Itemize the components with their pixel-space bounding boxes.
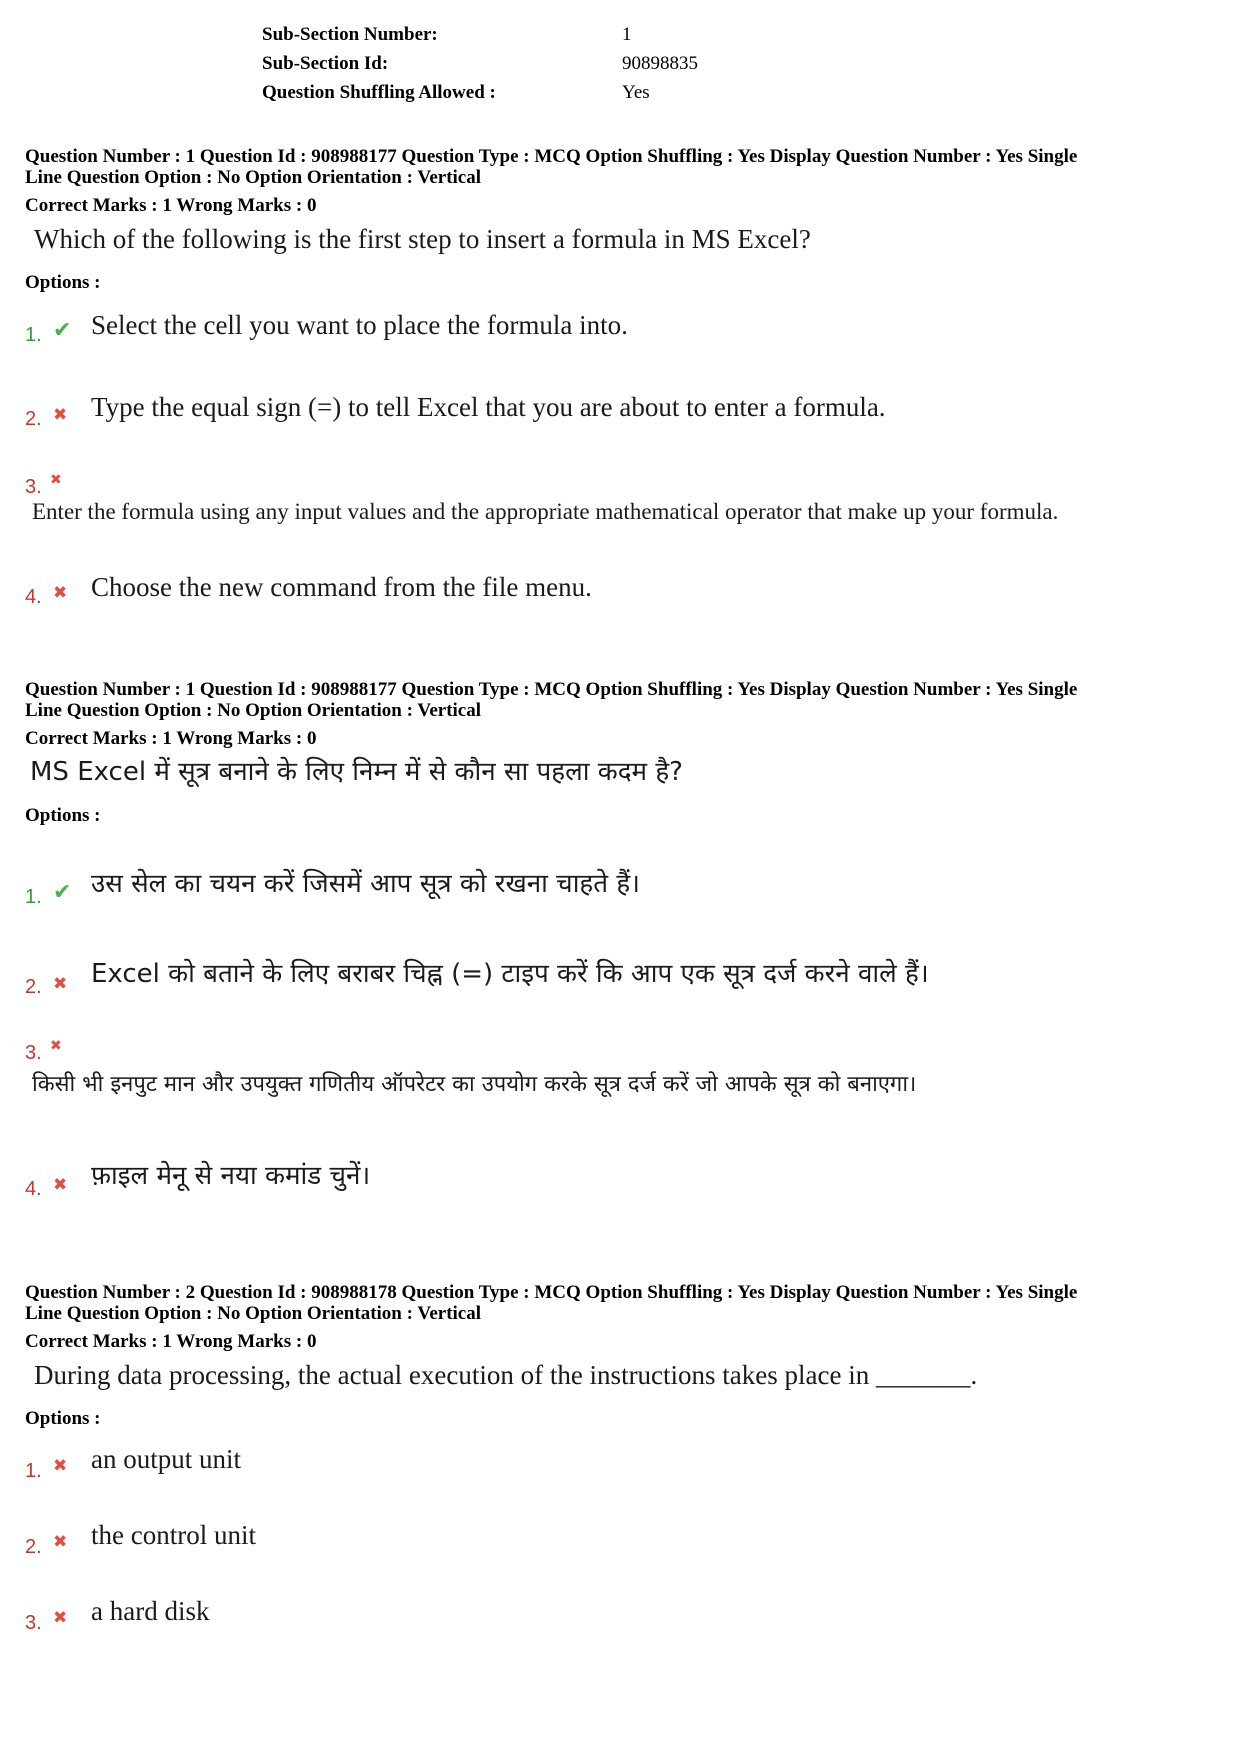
cross-icon: ✖ [53,974,68,994]
option-1[interactable] [25,310,1220,350]
question-text: MS Excel में सूत्र बनाने के लिए निम्न में से कौन सा पहला कदम है? [30,757,683,787]
cross-icon: ✖ [53,583,68,603]
option-text: किसी भी इनपुट मान और उपयुक्त गणितीय ऑपरेटर का उपयोग करके सूत्र दर्ज करें जो आपके सूत्र को बनाएगा। [32,1072,917,1097]
cross-icon: ✖ [53,1456,68,1476]
subsection-id-label: Sub-Section Id: [262,53,389,74]
cross-icon: ✖ [53,405,68,425]
subsection-number-value: 1 [622,24,632,45]
option-4[interactable] [25,572,1220,612]
question-text: During data processing, the actual execution of the instructions takes place in _______. [34,1360,978,1390]
option-4[interactable] [25,1156,1220,1200]
options-label: Options : [25,1408,101,1429]
question-header-line2: Line Question Option : No Option Orientation : Vertical [25,700,482,721]
option-number: 1. [25,886,42,908]
question-block-1-hi [25,679,1220,827]
subsection-number-row [262,24,632,53]
cross-icon: ✖ [50,1038,62,1054]
option-1[interactable] [25,864,1220,908]
question-header-line1: Question Number : 2 Question Id : 908988178 Question Type : MCQ Option Shuffling : Yes Display Question Number : Yes Single [25,1282,1078,1303]
check-icon: ✔ [53,318,72,343]
option-3[interactable] [25,1596,1220,1636]
option-number: 3. [25,1612,42,1634]
subsection-id-row [262,53,698,82]
question-header [25,679,1220,721]
option-text: Excel को बताने के लिए बराबर चिह्न (=) टाइप करें कि आप एक सूत्र दर्ज करने वाले हैं। [91,959,929,989]
option-number: 3. [25,1042,42,1064]
cross-icon: ✖ [53,1175,68,1195]
question-header [25,1282,1220,1324]
question-shuffling-value: Yes [622,82,650,103]
question-shuffling-label: Question Shuffling Allowed : [262,82,496,103]
question-marks: Correct Marks : 1 Wrong Marks : 0 [25,728,317,749]
option-text: Choose the new command from the file menu. [91,572,592,602]
subsection-info [262,24,698,111]
option-number: 1. [25,1460,42,1482]
option-text: an output unit [91,1444,241,1474]
option-2[interactable] [25,392,1220,432]
option-number: 2. [25,976,42,998]
option-2[interactable] [25,1520,1220,1560]
option-number: 4. [25,1178,42,1200]
option-text: Select the cell you want to place the formula into. [91,310,628,340]
subsection-id-value: 90898835 [622,53,698,74]
option-number: 3. [25,476,42,498]
option-text: उस सेल का चयन करें जिसमें आप सूत्र को रखना चाहते हैं। [91,869,640,899]
option-1[interactable] [25,1444,1220,1484]
option-number: 2. [25,408,42,430]
question-shuffling-row [262,82,650,111]
question-block-2-en [25,1282,1220,1430]
question-header-line2: Line Question Option : No Option Orientation : Vertical [25,1303,482,1324]
question-text: Which of the following is the first step to insert a formula in MS Excel? [34,224,811,254]
check-icon: ✔ [53,880,72,905]
options-label: Options : [25,805,101,826]
option-text: फ़ाइल मेनू से नया कमांड चुनें। [91,1161,371,1191]
option-2[interactable] [25,954,1220,998]
option-text: the control unit [91,1520,256,1550]
question-marks: Correct Marks : 1 Wrong Marks : 0 [25,1331,317,1352]
options-label: Options : [25,272,101,293]
option-text: Type the equal sign (=) to tell Excel that you are about to enter a formula. [91,392,886,422]
option-3[interactable] [25,1038,1220,1102]
question-header-line2: Line Question Option : No Option Orientation : Vertical [25,167,482,188]
question-header-line1: Question Number : 1 Question Id : 908988177 Question Type : MCQ Option Shuffling : Yes Display Question Number : Yes Single [25,679,1078,700]
question-header [25,146,1220,188]
option-3[interactable] [25,472,1220,536]
cross-icon: ✖ [50,472,62,488]
cross-icon: ✖ [53,1532,68,1552]
question-marks: Correct Marks : 1 Wrong Marks : 0 [25,195,317,216]
question-block-1-en [25,146,1220,294]
option-text: Enter the formula using any input values and the appropriate mathematical operator that make up your formula. [32,499,1059,524]
option-text: a hard disk [91,1596,210,1626]
option-number: 4. [25,586,42,608]
subsection-number-label: Sub-Section Number: [262,24,438,45]
option-number: 1. [25,324,42,346]
option-number: 2. [25,1536,42,1558]
question-header-line1: Question Number : 1 Question Id : 908988177 Question Type : MCQ Option Shuffling : Yes Display Question Number : Yes Single [25,146,1078,167]
cross-icon: ✖ [53,1608,68,1628]
